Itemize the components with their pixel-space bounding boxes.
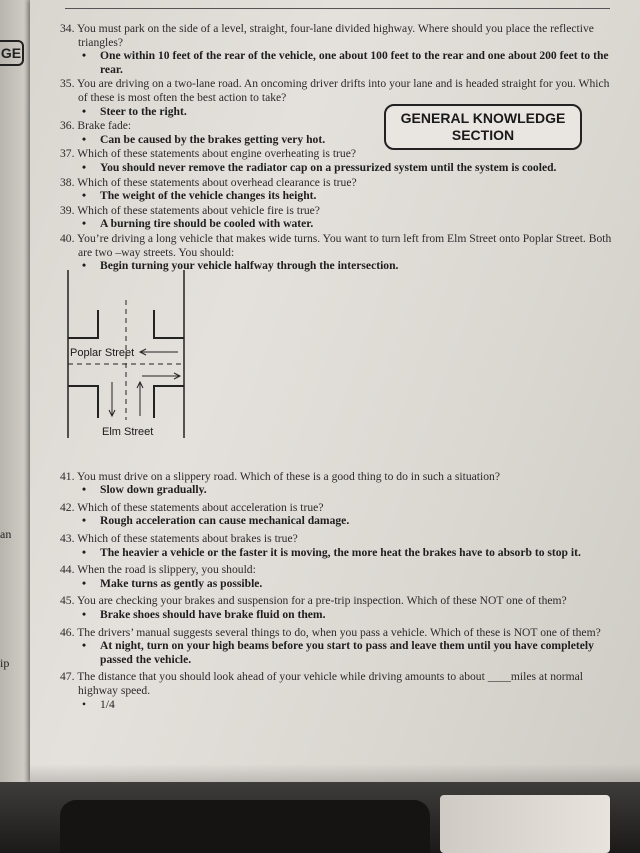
poplar-street-label: Poplar Street [70, 347, 135, 359]
elm-street-label: Elm Street [102, 426, 154, 438]
answer-42: • Rough acceleration can cause mechanical damage. [82, 514, 350, 528]
answer-47: • 1/4 [82, 697, 115, 711]
answer-40: • Begin turning your vehicle halfway through the intersection. [82, 259, 399, 273]
answer-43: • The heavier a vehicle or the faster it is moving, the more heat the brakes have to absorb to stop it. [82, 545, 581, 559]
question-35: 35. You are driving on a two-lane road. An oncoming driver drifts into your lane and is headed straight for you. Which of these is most often the best action to take? [60, 77, 610, 104]
answer-36: • Can be caused by the brakes getting very hot. [82, 132, 326, 146]
intersection-diagram [66, 270, 226, 442]
question-40: 40. You’re driving a long vehicle that makes wide turns. You want to turn left from Elm Street onto Poplar Street. Both are two –way streets. You should: [60, 231, 612, 259]
question-46: 46. The drivers’ manual suggests several things to do, when you pass a vehicle. Which of these is NOT one of them? [60, 625, 601, 639]
answer-37: • You should never remove the radiator cap on a pressurized system until the system is cooled. [82, 160, 557, 174]
question-47: 47. The distance that you should look ahead of your vehicle while driving amounts to about ____miles at normal highway speed. [60, 670, 584, 697]
margin-fragment-ip: ip [0, 656, 10, 670]
question-39: 39. Which of these statements about vehicle fire is true? [60, 203, 320, 217]
desk-dark-object [60, 800, 430, 853]
answer-39: • A burning tire should be cooled with water. [82, 217, 314, 231]
desk-light-object [440, 795, 610, 853]
question-38: 38. Which of these statements about overhead clearance is true? [60, 175, 357, 189]
question-36: 36. Brake fade: [60, 119, 132, 133]
section-box-line2: SECTION [451, 127, 515, 143]
question-43: 43. Which of these statements about brakes is true? [60, 532, 298, 546]
answer-38: • The weight of the vehicle changes its height. [82, 189, 317, 203]
question-37: 37. Which of these statements about engine overheating is true? [60, 147, 357, 161]
answer-45: • Brake shoes should have brake fluid on them. [82, 608, 326, 622]
corner-bottom-right [154, 386, 184, 418]
question-44: 44. When the road is slippery, you should: [60, 563, 256, 577]
header-rule [65, 8, 610, 9]
answer-41: • Slow down gradually. [82, 483, 207, 497]
corner-top-left [68, 310, 98, 338]
margin-fragment-an: an [0, 527, 12, 541]
answer-34: • One within 10 feet of the rear of the vehicle, one about 100 feet to the rear and one about 200 feet to the rear. [82, 49, 609, 76]
question-41: 41. You must drive on a slippery road. Which of these is a good thing to do in such a situation? [60, 469, 500, 483]
section-box-line1: GENERAL KNOWLEDGE [400, 110, 566, 126]
answer-35: • Steer to the right. [82, 104, 187, 118]
answer-46: • At night, turn on your high beams before you start to pass and leave them until you have completely passed the vehicle. [82, 639, 594, 666]
question-45: 45. You are checking your brakes and suspension for a pre-trip inspection. Which of these NOT one of them? [60, 594, 567, 608]
question-34: 34. You must park on the side of a level, straight, four-lane divided highway. Where should you place the reflective triangles? [60, 22, 594, 49]
answer-44: • Make turns as gently as possible. [82, 576, 263, 590]
question-42: 42. Which of these statements about acceleration is true? [60, 500, 324, 514]
adjacent-page [0, 0, 34, 790]
margin-fragment-ge: GE [0, 40, 24, 66]
document-page [30, 0, 640, 782]
corner-top-right [154, 310, 184, 338]
corner-bottom-left [68, 386, 98, 418]
